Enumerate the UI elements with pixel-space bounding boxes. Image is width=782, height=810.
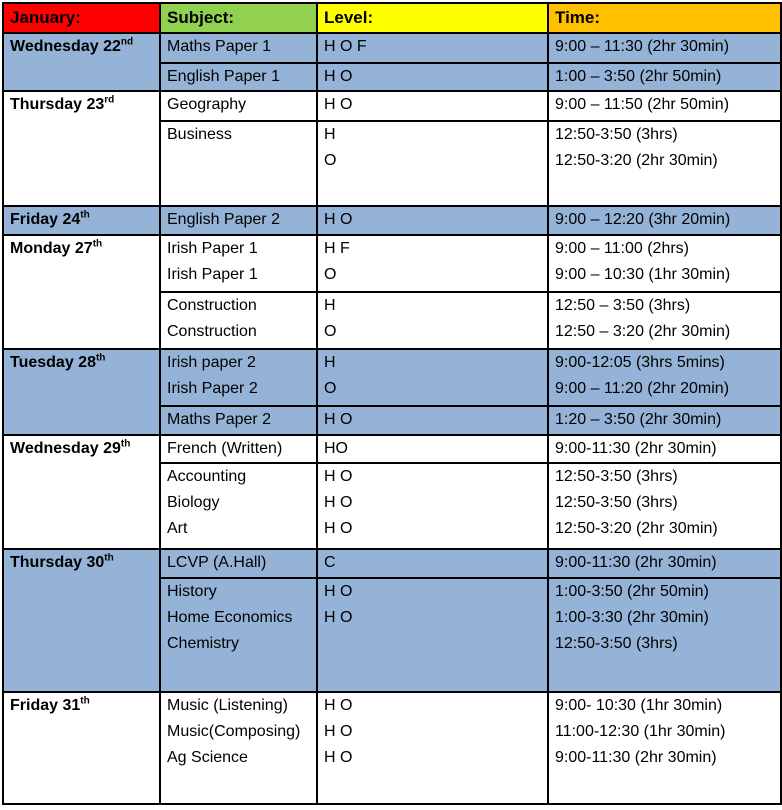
table-row <box>3 235 781 292</box>
time-cell: 12:50-3:50 (3hrs) 12:50-3:20 (2hr 30min) <box>548 121 781 206</box>
subject-cell: Irish Paper 1 Irish Paper 1 <box>160 235 317 292</box>
time-cell: 9:00-12:05 (3hrs 5mins) 9:00 – 11:20 (2hr 20min) <box>548 349 781 406</box>
level-cell: H O <box>317 63 548 91</box>
level-cell: H O F <box>317 33 548 63</box>
time-cell: 9:00-11:30 (2hr 30min) <box>548 549 781 578</box>
level-cell: H O H O H O <box>317 692 548 804</box>
time-cell: 1:00 – 3:50 (2hr 50min) <box>548 63 781 91</box>
subject-cell: Irish paper 2 Irish Paper 2 <box>160 349 317 406</box>
time-cell: 9:00 – 11:50 (2hr 50min) <box>548 91 781 121</box>
header-time: Time: <box>548 3 781 33</box>
table-row <box>3 349 781 406</box>
table-row <box>3 692 781 804</box>
time-cell: 9:00 – 12:20 (3hr 20min) <box>548 206 781 235</box>
header-row <box>3 3 781 33</box>
level-cell: H F O <box>317 235 548 292</box>
subject-cell: Construction Construction <box>160 292 317 349</box>
table-row <box>3 33 781 63</box>
level-cell: H O H O H O <box>317 463 548 549</box>
level-cell: H O <box>317 292 548 349</box>
table-row <box>3 206 781 235</box>
level-cell: H O <box>317 349 548 406</box>
time-cell: 12:50 – 3:50 (3hrs) 12:50 – 3:20 (2hr 30min) <box>548 292 781 349</box>
table-row <box>3 91 781 121</box>
time-cell: 9:00- 10:30 (1hr 30min) 11:00-12:30 (1hr 30min) 9:00-11:30 (2hr 30min) <box>548 692 781 804</box>
subject-cell: Music (Listening) Music(Composing) Ag Science <box>160 692 317 804</box>
day-cell: Thursday 23rd <box>3 91 160 206</box>
time-cell: 12:50-3:50 (3hrs) 12:50-3:50 (3hrs) 12:50-3:20 (2hr 30min) <box>548 463 781 549</box>
day-cell: Monday 27th <box>3 235 160 349</box>
subject-cell: Accounting Biology Art <box>160 463 317 549</box>
table-row <box>3 435 781 463</box>
level-cell: H O <box>317 121 548 206</box>
time-cell: 1:00-3:50 (2hr 50min) 1:00-3:30 (2hr 30min) 12:50-3:50 (3hrs) <box>548 578 781 692</box>
level-cell: H O <box>317 206 548 235</box>
time-cell: 9:00-11:30 (2hr 30min) <box>548 435 781 463</box>
header-subject: Subject: <box>160 3 317 33</box>
day-cell: Thursday 30th <box>3 549 160 692</box>
subject-cell: Maths Paper 2 <box>160 406 317 435</box>
level-cell: H O <box>317 91 548 121</box>
level-cell: H O <box>317 406 548 435</box>
time-cell: 1:20 – 3:50 (2hr 30min) <box>548 406 781 435</box>
subject-cell: History Home Economics Chemistry <box>160 578 317 692</box>
subject-cell: Geography <box>160 91 317 121</box>
subject-cell: LCVP (A.Hall) <box>160 549 317 578</box>
subject-cell: Business <box>160 121 317 206</box>
day-cell: Wednesday 29th <box>3 435 160 549</box>
header-january: January: <box>3 3 160 33</box>
level-cell: C <box>317 549 548 578</box>
subject-cell: French (Written) <box>160 435 317 463</box>
subject-cell: Maths Paper 1 <box>160 33 317 63</box>
level-cell: H O H O <box>317 578 548 692</box>
header-level: Level: <box>317 3 548 33</box>
day-cell: Friday 31th <box>3 692 160 804</box>
time-cell: 9:00 – 11:30 (2hr 30min) <box>548 33 781 63</box>
day-cell: Tuesday 28th <box>3 349 160 435</box>
level-cell: HO <box>317 435 548 463</box>
subject-cell: English Paper 1 <box>160 63 317 91</box>
subject-cell: English Paper 2 <box>160 206 317 235</box>
day-cell: Wednesday 22nd <box>3 33 160 91</box>
table-row <box>3 549 781 578</box>
day-cell: Friday 24th <box>3 206 160 235</box>
time-cell: 9:00 – 11:00 (2hrs) 9:00 – 10:30 (1hr 30min) <box>548 235 781 292</box>
exam-timetable <box>2 2 782 805</box>
